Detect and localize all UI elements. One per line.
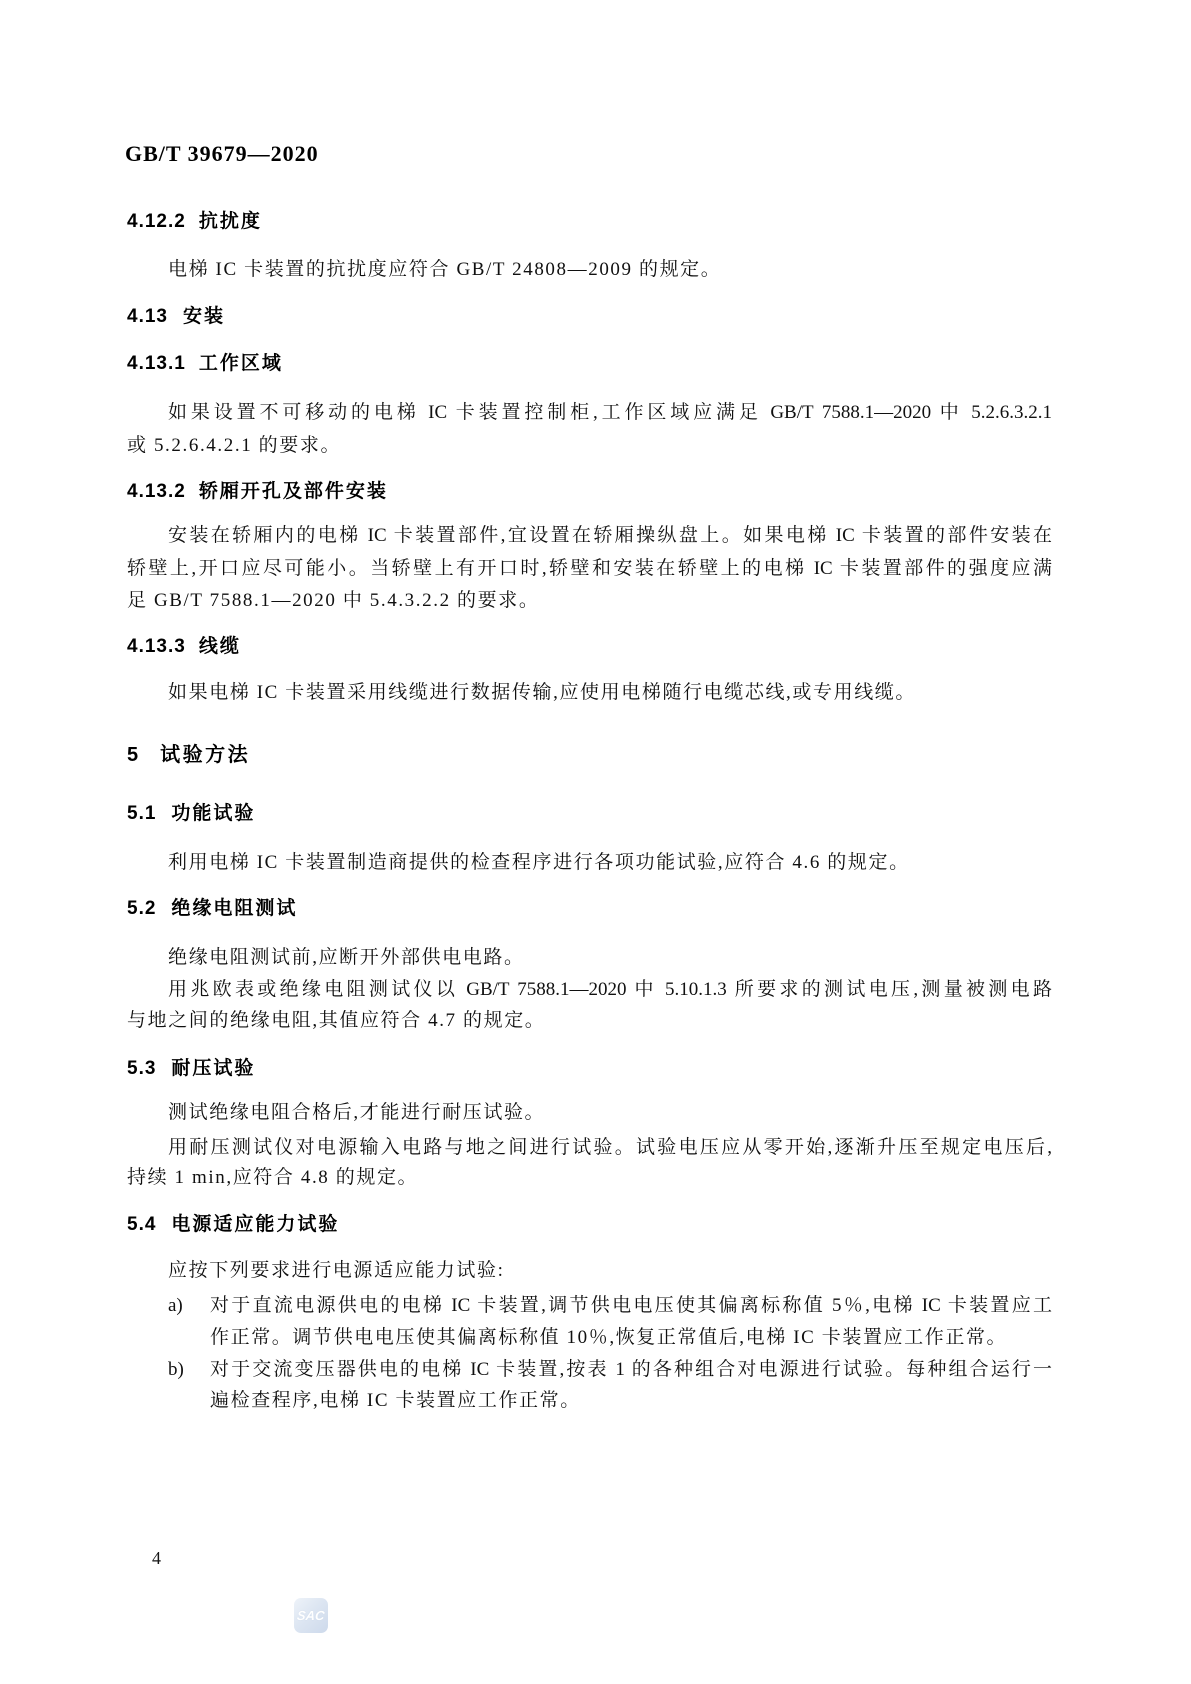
sac-watermark-logo — [294, 1598, 328, 1633]
heading-title: 安装 — [182, 306, 225, 327]
heading-number: 5.3 — [127, 1058, 157, 1079]
standard-number-header: GB/T 39679—2020 — [125, 141, 319, 166]
heading-4-12-2 — [127, 211, 262, 233]
body-line: 用兆欧表或绝缘电阻测试仪以 GB/T 7588.1—2020 中 5.10.1.3 所要求的测试电压,测量被测电路 — [168, 979, 1052, 1000]
heading-number: 5.2 — [127, 898, 157, 919]
heading-number: 4.13.1 — [127, 353, 186, 374]
sac-logo-text: SAC — [296, 1608, 326, 1623]
body-line: 电梯 IC 卡装置的抗扰度应符合 GB/T 24808—2009 的规定。 — [168, 259, 722, 280]
list-item-line: 对于直流电源供电的电梯 IC 卡装置,调节供电电压使其偏离标称值 5％,电梯 IC 卡装置应工 — [210, 1295, 1052, 1316]
body-line: 利用电梯 IC 卡装置制造商提供的检查程序进行各项功能试验,应符合 4.6 的规定。 — [168, 852, 910, 873]
heading-5-2 — [127, 898, 297, 920]
heading-title: 抗扰度 — [198, 211, 262, 232]
heading-5-3 — [127, 1058, 255, 1080]
heading-number: 5 — [127, 744, 140, 766]
body-line: 轿壁上,开口应尽可能小。当轿壁上有开口时,轿壁和安装在轿壁上的电梯 IC 卡装置部件的强度应满 — [127, 558, 1052, 579]
body-line: 足 GB/T 7588.1—2020 中 5.4.3.2.2 的要求。 — [127, 590, 540, 611]
body-line: 测试绝缘电阻合格后,才能进行耐压试验。 — [168, 1102, 546, 1123]
list-item-line: 遍检查程序,电梯 IC 卡装置应工作正常。 — [210, 1390, 581, 1411]
heading-4-13-3 — [127, 636, 241, 658]
heading-4-13-1 — [127, 353, 283, 375]
body-line: 用耐压测试仪对电源输入电路与地之间进行试验。试验电压应从零开始,逐渐升压至规定电压后, — [168, 1137, 1052, 1158]
heading-number: 5.1 — [127, 803, 157, 824]
list-item-label: a) — [168, 1295, 183, 1316]
page-number: 4 — [152, 1548, 161, 1568]
body-line: 与地之间的绝缘电阻,其值应符合 4.7 的规定。 — [127, 1010, 546, 1031]
body-line: 安装在轿厢内的电梯 IC 卡装置部件,宜设置在轿厢操纵盘上。如果电梯 IC 卡装置的部件安装在 — [168, 525, 1052, 546]
heading-title: 耐压试验 — [171, 1058, 256, 1079]
body-line: 绝缘电阻测试前,应断开外部供电电路。 — [168, 947, 525, 968]
heading-title: 功能试验 — [171, 803, 256, 824]
body-line: 如果设置不可移动的电梯 IC 卡装置控制柜,工作区域应满足 GB/T 7588.1—2020 中 5.2.6.3.2.1 — [168, 402, 1052, 423]
list-item-label: b) — [168, 1359, 184, 1380]
heading-title: 工作区域 — [198, 353, 283, 374]
body-line: 如果电梯 IC 卡装置采用线缆进行数据传输,应使用电梯随行电缆芯线,或专用线缆。 — [168, 682, 917, 703]
list-item-line: 对于交流变压器供电的电梯 IC 卡装置,按表 1 的各种组合对电源进行试验。每种组合运行一 — [210, 1359, 1052, 1380]
heading-number: 5.4 — [127, 1214, 157, 1235]
heading-number: 4.13.2 — [127, 481, 186, 502]
body-line: 或 5.2.6.4.2.1 的要求。 — [127, 435, 342, 456]
heading-title: 电源适应能力试验 — [171, 1214, 340, 1235]
heading-5 — [127, 744, 250, 766]
heading-number: 4.13.3 — [127, 636, 186, 657]
body-line: 应按下列要求进行电源适应能力试验: — [168, 1260, 505, 1281]
heading-5-4 — [127, 1214, 339, 1236]
heading-number: 4.12.2 — [127, 211, 186, 232]
heading-title: 绝缘电阻测试 — [171, 898, 298, 919]
heading-title: 试验方法 — [160, 744, 251, 766]
heading-number: 4.13 — [127, 306, 168, 327]
heading-title: 线缆 — [198, 636, 241, 657]
body-line: 持续 1 min,应符合 4.8 的规定。 — [127, 1167, 419, 1188]
heading-4-13-2 — [127, 481, 388, 503]
list-item-line: 作正常。调节供电电压使其偏离标称值 10％,恢复正常值后,电梯 IC 卡装置应工作正常。 — [210, 1327, 1008, 1348]
heading-title: 轿厢开孔及部件安装 — [198, 481, 388, 502]
heading-5-1 — [127, 803, 255, 825]
heading-4-13 — [127, 306, 225, 328]
